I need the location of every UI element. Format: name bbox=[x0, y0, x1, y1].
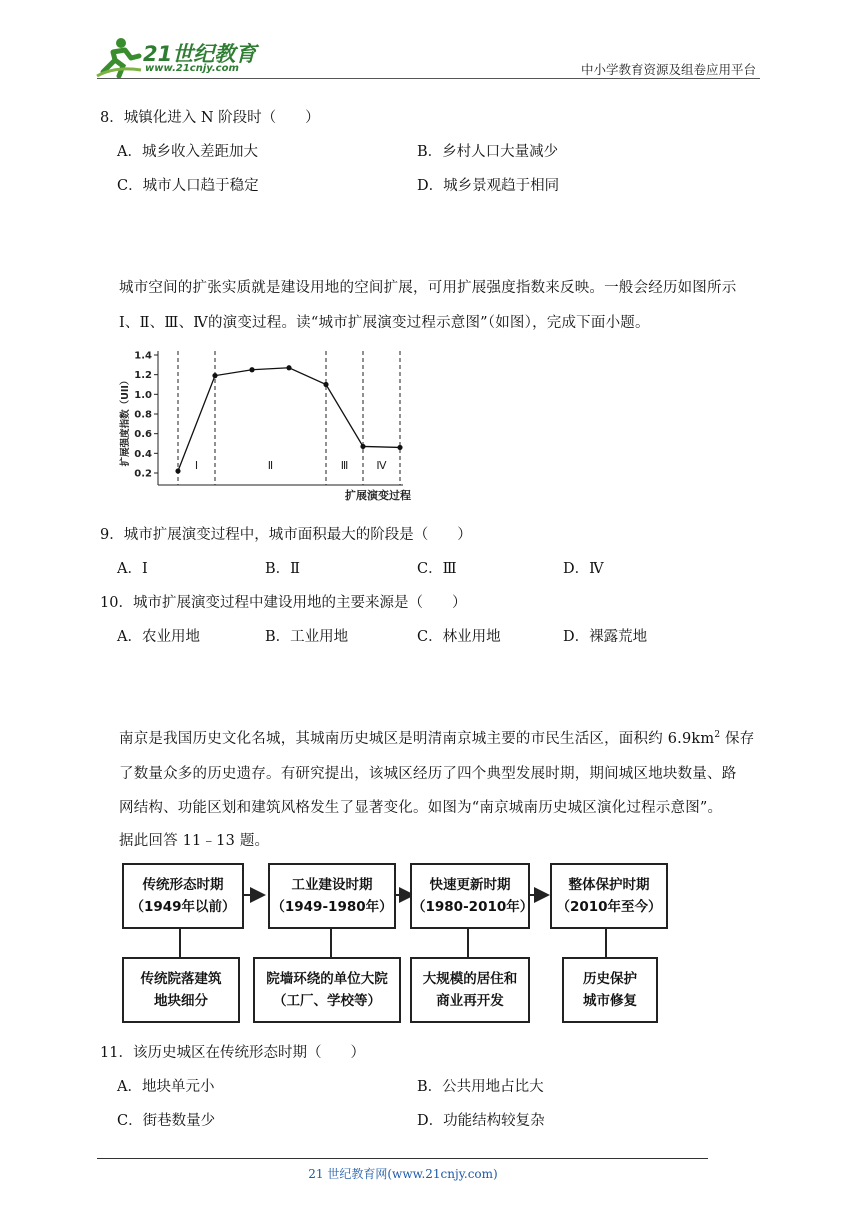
chart-ylabel: 扩展强度指数（UII） bbox=[120, 375, 131, 467]
question-8-option-c[interactable]: C．城市人口趋于稳定 bbox=[117, 178, 259, 194]
feature-line-1: 历史保护 bbox=[583, 971, 637, 987]
chart-stage-label: Ⅱ bbox=[267, 459, 274, 472]
passage-2-superscript: 2 bbox=[714, 730, 721, 741]
feature-line-1: 院墙环绕的单位大院 bbox=[266, 971, 388, 987]
feature-box-traditional bbox=[122, 957, 240, 1023]
chart-series-line bbox=[178, 368, 400, 471]
passage-1-line-2: Ⅰ、Ⅱ、Ⅲ、Ⅳ的演变过程。读“城市扩展演变过程示意图”（如图），完成下面小题。 bbox=[119, 315, 650, 331]
feature-line-2: 城市修复 bbox=[583, 993, 637, 1009]
feature-line-2: 地块细分 bbox=[154, 993, 208, 1009]
period-box-traditional bbox=[122, 863, 244, 929]
logo-url: www.21cnjy.com bbox=[145, 63, 239, 74]
chart-ytick-label: 1.4 bbox=[134, 350, 152, 362]
chart-data-point bbox=[397, 445, 402, 450]
question-8-stem: 8．城镇化进入 N 阶段时（ ） bbox=[100, 110, 320, 126]
runner-logo-icon bbox=[95, 36, 143, 78]
question-10-option-d[interactable]: D．裸露荒地 bbox=[563, 629, 648, 645]
header-platform-text: 中小学教育资源及组卷应用平台 bbox=[580, 62, 756, 77]
period-years: （2010年至今） bbox=[556, 899, 662, 915]
feature-line-1: 大规模的居住和 bbox=[422, 971, 518, 987]
period-title: 工业建设时期 bbox=[291, 877, 373, 893]
feature-line-1: 传统院落建筑 bbox=[140, 971, 222, 987]
feature-box-rapid-renewal bbox=[410, 957, 530, 1023]
chart-data-point bbox=[286, 365, 291, 370]
chart-data-point bbox=[249, 367, 254, 372]
question-8-option-b[interactable]: B．乡村人口大量减少 bbox=[417, 144, 559, 160]
chart-stage-label: Ⅲ bbox=[340, 459, 349, 472]
period-title: 整体保护时期 bbox=[568, 877, 650, 893]
passage-1-line-1: 城市空间的扩张实质就是建设用地的空间扩展，可用扩展强度指数来反映。一般会经历如图所示 bbox=[119, 280, 737, 296]
period-title: 传统形态时期 bbox=[142, 877, 224, 893]
period-box-industrial bbox=[268, 863, 396, 929]
nanjing-evolution-diagram bbox=[118, 855, 678, 1030]
question-9-stem: 9．城市扩展演变过程中，城市面积最大的阶段是（ ） bbox=[100, 527, 472, 543]
question-10-stem: 10．城市扩展演变过程中建设用地的主要来源是（ ） bbox=[100, 595, 467, 611]
chart-ytick-label: 1.2 bbox=[134, 370, 152, 382]
feature-line-2: 商业再开发 bbox=[436, 993, 504, 1009]
urban-expansion-chart bbox=[118, 343, 418, 505]
chart-ytick-label: 0.4 bbox=[134, 448, 152, 460]
feature-box-industrial bbox=[253, 957, 401, 1023]
question-8-option-d[interactable]: D．城乡景观趋于相同 bbox=[417, 178, 560, 194]
question-9-option-d[interactable]: D．Ⅳ bbox=[563, 561, 604, 577]
question-9-option-b[interactable]: B．Ⅱ bbox=[265, 561, 301, 577]
footer-site-link[interactable]: 21 世纪教育网(www.21cnjy.com) bbox=[308, 1167, 498, 1181]
period-box-protection bbox=[550, 863, 668, 929]
question-9-option-c[interactable]: C．Ⅲ bbox=[417, 561, 457, 577]
chart-ytick-label: 0.8 bbox=[134, 409, 152, 421]
chart-ytick-label: 1.0 bbox=[134, 389, 152, 401]
feature-box-protection bbox=[562, 957, 658, 1023]
chart-svg bbox=[118, 343, 418, 505]
passage-2-line-1-text: 南京是我国历史文化名城，其城南历史城区是明清南京城主要的市民生活区，面积约 6.9km bbox=[119, 731, 715, 747]
question-9-option-a[interactable]: A．Ⅰ bbox=[117, 561, 148, 577]
question-11-stem: 11．该历史城区在传统形态时期（ ） bbox=[100, 1045, 365, 1061]
feature-line-2: （工厂、学校等） bbox=[273, 993, 381, 1009]
period-years: （1980-2010年） bbox=[412, 899, 534, 915]
footer-divider bbox=[97, 1158, 708, 1159]
question-11-option-b[interactable]: B．公共用地占比大 bbox=[417, 1079, 544, 1095]
passage-2-line-1-end: 保存 bbox=[720, 731, 755, 747]
question-10-option-c[interactable]: C．林业用地 bbox=[417, 629, 501, 645]
question-11-option-c[interactable]: C．街巷数量少 bbox=[117, 1113, 216, 1129]
period-years: （1949年以前） bbox=[130, 899, 236, 915]
passage-2-line-3: 网结构、功能区划和建筑风格发生了显著变化。如图为“南京城南历史城区演化过程示意图”。 bbox=[119, 800, 723, 816]
period-years: （1949-1980年） bbox=[271, 899, 393, 915]
passage-2-line-1 bbox=[119, 727, 754, 748]
question-11-option-d[interactable]: D．功能结构较复杂 bbox=[417, 1113, 545, 1129]
site-logo bbox=[95, 34, 265, 80]
chart-data-point bbox=[175, 468, 180, 473]
chart-ytick-label: 0.2 bbox=[134, 468, 152, 480]
question-8-option-a[interactable]: A．城乡收入差距加大 bbox=[117, 144, 258, 160]
period-box-rapid-renewal bbox=[410, 863, 534, 929]
chart-xlabel: 扩展演变过程 bbox=[345, 489, 411, 502]
chart-data-point bbox=[323, 382, 328, 387]
header-divider bbox=[97, 78, 760, 79]
chart-stage-label: Ⅳ bbox=[376, 459, 387, 472]
period-title: 快速更新时期 bbox=[429, 877, 511, 893]
chart-stage-label: Ⅰ bbox=[194, 459, 199, 472]
chart-ytick-label: 0.6 bbox=[134, 429, 152, 441]
question-10-option-b[interactable]: B．工业用地 bbox=[265, 629, 349, 645]
question-10-option-a[interactable]: A．农业用地 bbox=[117, 629, 200, 645]
passage-2-line-4: 据此回答 11﹣13 题。 bbox=[119, 833, 270, 849]
chart-data-point bbox=[212, 373, 217, 378]
passage-2-line-2: 了数量众多的历史遗存。有研究提出，该城区经历了四个典型发展时期，期间城区地块数量、路 bbox=[119, 766, 737, 782]
chart-data-point bbox=[360, 444, 365, 449]
logo-title: 21世纪教育 bbox=[143, 42, 257, 66]
question-11-option-a[interactable]: A．地块单元小 bbox=[117, 1079, 215, 1095]
